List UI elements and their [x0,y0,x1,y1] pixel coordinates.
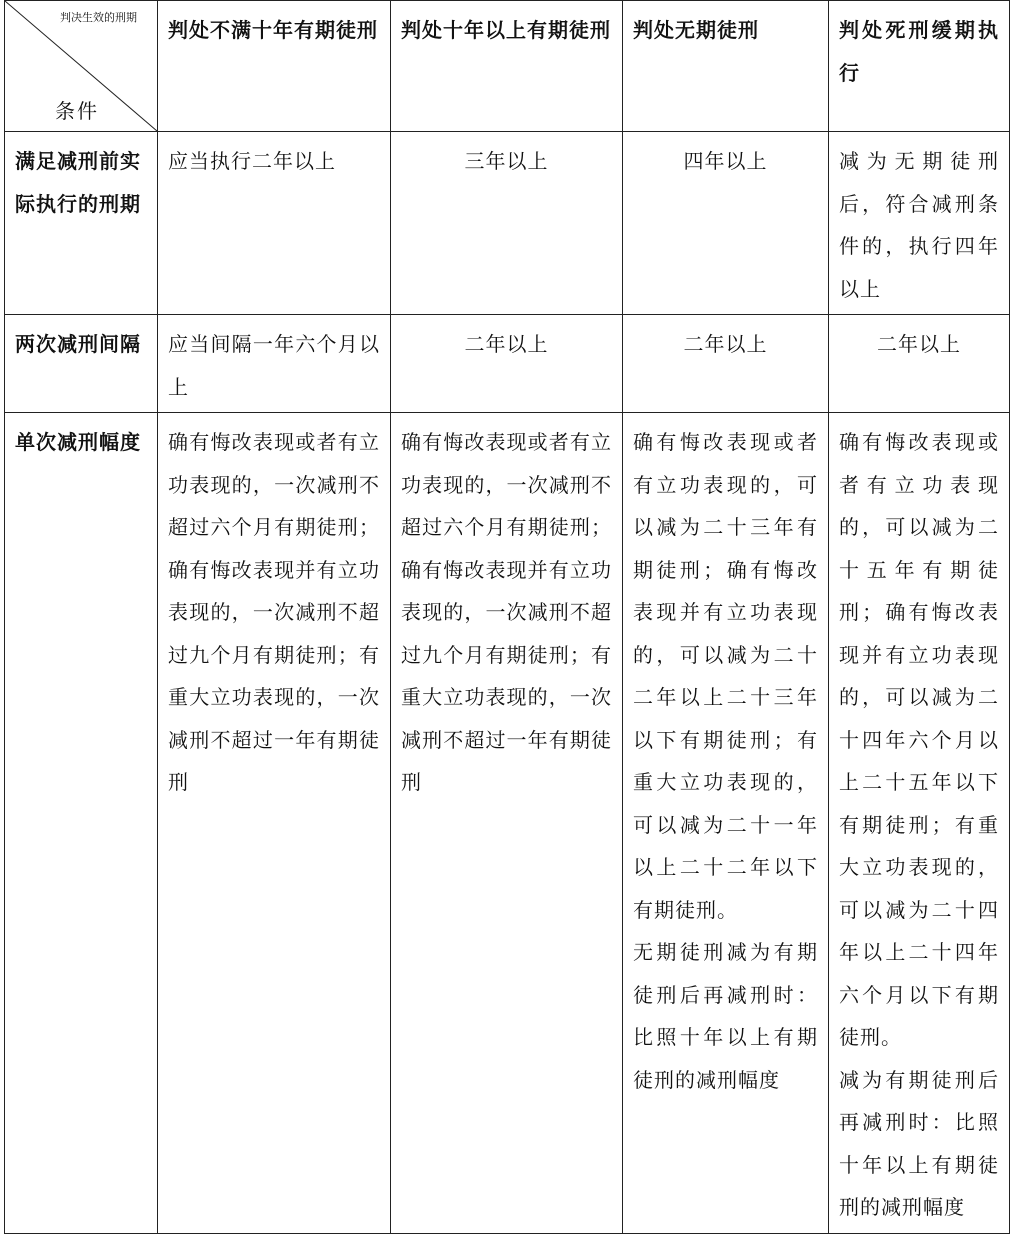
column-header: 判处死刑缓期执行 [829,1,1010,132]
cell-paragraph: 确有悔改表现或者有立功表现的，可以减为二十五年有期徒刑；确有悔改表现并有立功表现的，可以减为二十四年六个月以上二十五年以下有期徒刑；有重大立功表现的，可以减为二十四年以上二十四年六个月以下有期徒刑。 [839,430,999,1049]
table-cell [829,413,1010,1234]
corner-bottom-label: 条件 [55,99,99,123]
table-cell: 减为无期徒刑后，符合减刑条件的，执行四年以上 [829,132,1010,315]
column-header: 判处十年以上有期徒刑 [391,1,623,132]
table-cell [623,413,829,1234]
column-header: 判处无期徒刑 [623,1,829,132]
cell-paragraph: 减为有期徒刑后再减刑时：比照十年以上有期徒刑的减刑幅度 [839,1067,999,1219]
cell-paragraph: 无期徒刑减为有期徒刑后再减刑时：比照十年以上有期徒刑的减刑幅度 [633,940,818,1092]
table-cell: 四年以上 [623,132,829,315]
cell-paragraph: 确有悔改表现或者有立功表现的，可以减为二十三年有期徒刑；确有悔改表现并有立功表现的，可以减为二十二年以上二十三年以下有期徒刑；有重大立功表现的，可以减为二十一年以上二十二年以下有期徒刑。 [633,430,818,922]
table-cell: 确有悔改表现或者有立功表现的，一次减刑不超过六个月有期徒刑；确有悔改表现并有立功表现的，一次减刑不超过九个月有期徒刑；有重大立功表现的，一次减刑不超过一年有期徒刑 [158,413,391,1234]
row-label: 两次减刑间隔 [5,315,158,413]
corner-cell [5,1,158,132]
row-label: 单次减刑幅度 [5,413,158,1234]
table-row [5,315,1010,413]
table-cell: 三年以上 [391,132,623,315]
row-label: 满足减刑前实际执行的刑期 [5,132,158,315]
table-cell: 应当执行二年以上 [158,132,391,315]
table-cell: 确有悔改表现或者有立功表现的，一次减刑不超过六个月有期徒刑；确有悔改表现并有立功表现的，一次减刑不超过九个月有期徒刑；有重大立功表现的，一次减刑不超过一年有期徒刑 [391,413,623,1234]
sentence-reduction-table [4,0,1010,1234]
table-cell: 应当间隔一年六个月以上 [158,315,391,413]
header-row [5,1,1010,132]
table-cell: 二年以上 [829,315,1010,413]
corner-top-label: 判决生效的刑期 [60,11,137,24]
table-cell: 二年以上 [391,315,623,413]
table-cell: 二年以上 [623,315,829,413]
table-row [5,132,1010,315]
column-header: 判处不满十年有期徒刑 [158,1,391,132]
table-row [5,413,1010,1234]
